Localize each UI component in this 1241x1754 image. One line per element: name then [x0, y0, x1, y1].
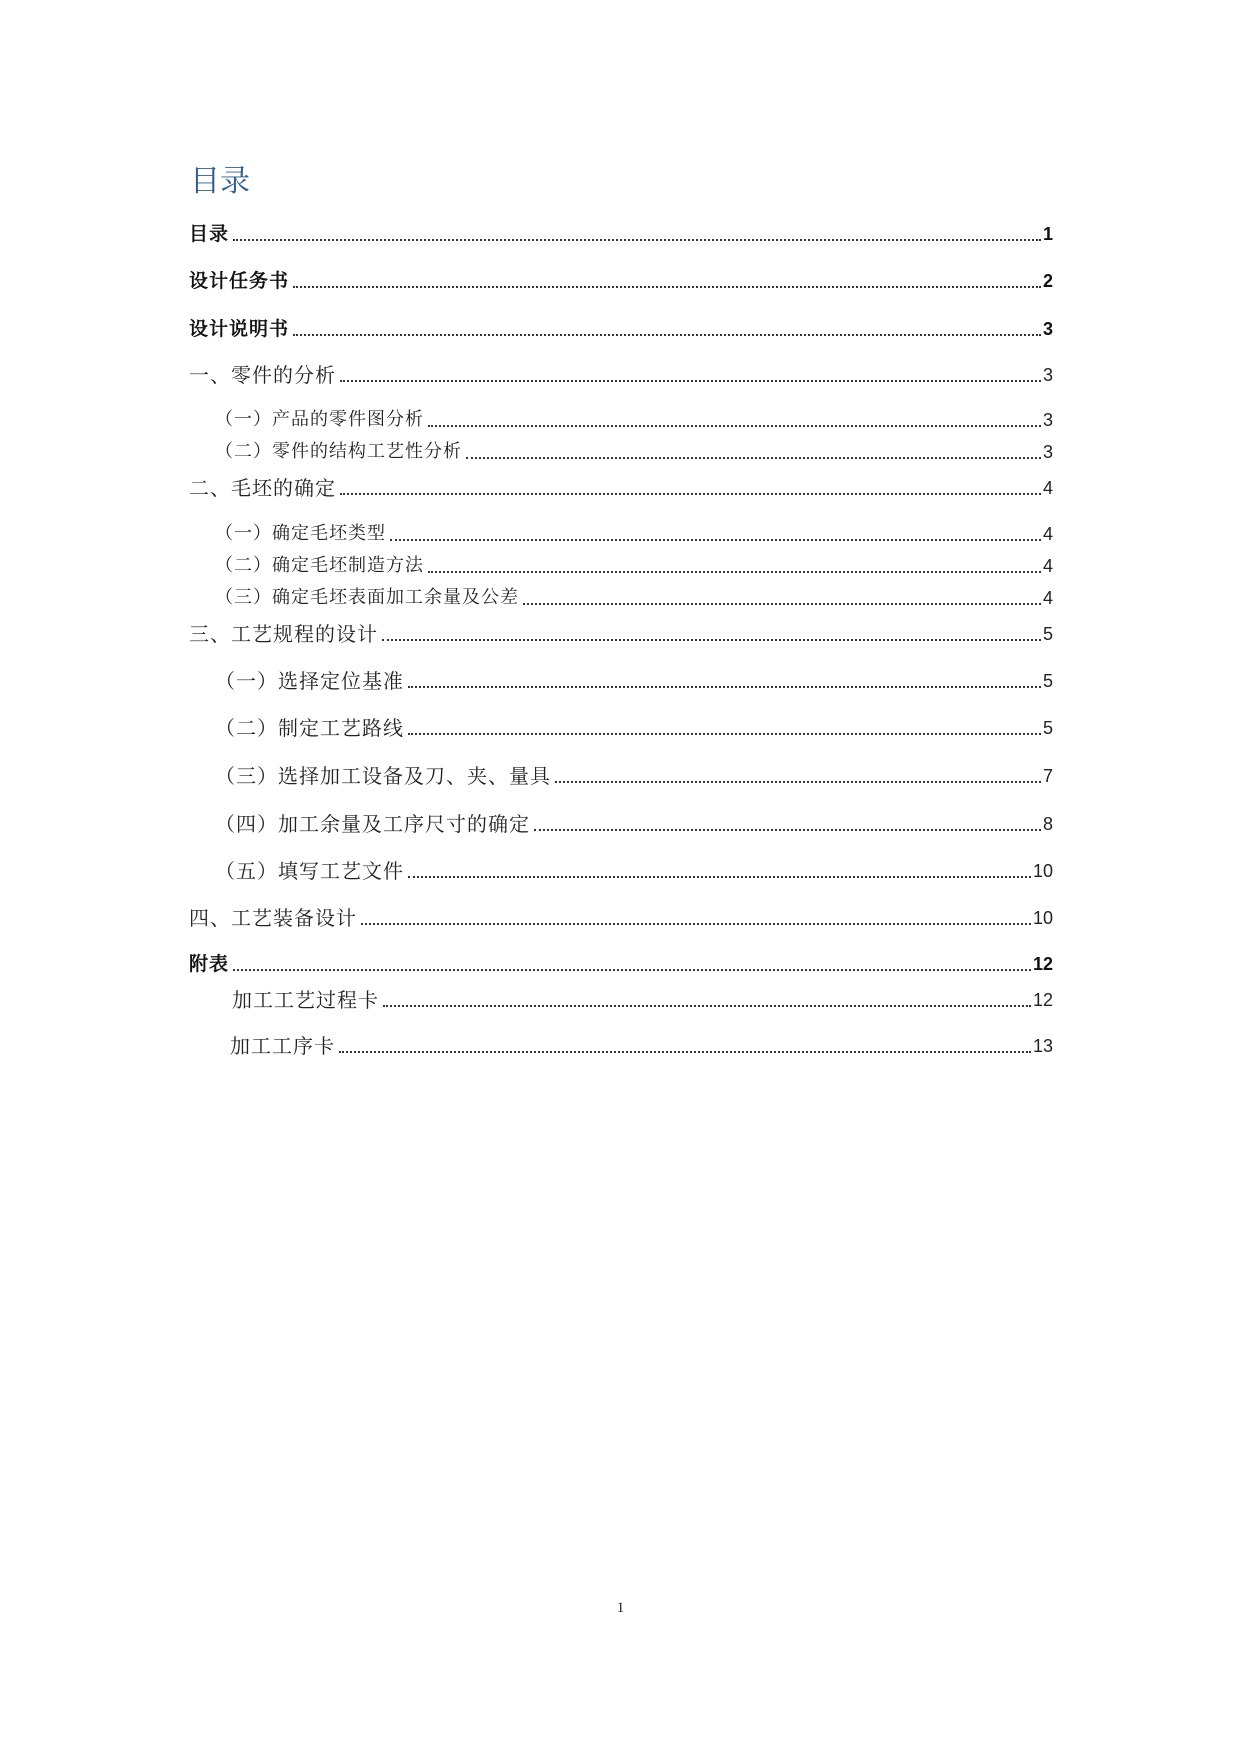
- toc-entry-blank-method[interactable]: [215, 553, 1053, 579]
- toc-entry-page: 3: [1042, 442, 1053, 462]
- toc-entry-label: 二、毛坯的确定: [189, 476, 336, 500]
- toc-entry-datum-selection[interactable]: [215, 668, 1053, 694]
- toc-dot-leader: [340, 380, 1041, 382]
- toc-dot-leader: [233, 239, 1041, 241]
- toc-entry-page: 4: [1042, 524, 1053, 544]
- toc-entry-label: （二）确定毛坯制造方法: [215, 555, 424, 576]
- toc-entry-page: 3: [1042, 410, 1053, 430]
- toc-dot-leader: [361, 923, 1031, 925]
- toc-entry-label: 三、工艺规程的设计: [189, 622, 378, 646]
- toc-entry-page: 8: [1042, 814, 1053, 834]
- toc-entry-process-card[interactable]: [232, 987, 1053, 1013]
- toc-entry-process-design[interactable]: [189, 621, 1053, 647]
- toc-entry-label: 设计任务书: [189, 270, 290, 292]
- toc-entry-page: 7: [1042, 766, 1053, 786]
- toc-entry-blank-type[interactable]: [215, 521, 1053, 547]
- toc-dot-leader: [382, 639, 1041, 641]
- toc-entry-part-analysis[interactable]: [189, 362, 1053, 388]
- toc-dot-leader: [534, 829, 1041, 831]
- toc-entry-label: （二）制定工艺路线: [215, 716, 404, 740]
- toc-dot-leader: [233, 969, 1031, 971]
- toc-entry-page: 4: [1042, 478, 1053, 498]
- toc-entry-page: 12: [1032, 990, 1053, 1010]
- toc-entry-label: （一）选择定位基准: [215, 669, 404, 693]
- toc-entry-process-documents[interactable]: [215, 858, 1053, 884]
- toc-entry-page: 2: [1042, 271, 1053, 291]
- toc-entry-design-task[interactable]: [189, 268, 1053, 294]
- toc-entry-page: 1: [1042, 224, 1053, 244]
- toc-entry-structure-analysis[interactable]: [215, 439, 1053, 465]
- toc-entry-label: （五）填写工艺文件: [215, 859, 404, 883]
- toc-entry-contents[interactable]: [189, 221, 1053, 247]
- toc-entry-page: 5: [1042, 624, 1053, 644]
- toc-entry-blank-determination[interactable]: [189, 475, 1053, 501]
- toc-dot-leader: [428, 425, 1041, 427]
- toc-entry-design-manual[interactable]: [189, 316, 1053, 342]
- page-title: 目录: [190, 164, 250, 199]
- toc-entry-label: 加工工艺过程卡: [232, 988, 379, 1012]
- toc-entry-blank-allowance[interactable]: [215, 585, 1053, 611]
- toc-dot-leader: [390, 539, 1041, 541]
- toc-entry-page: 3: [1042, 319, 1053, 339]
- toc-entry-page: 5: [1042, 671, 1053, 691]
- toc-dot-leader: [428, 571, 1041, 573]
- toc-entry-page: 4: [1042, 588, 1053, 608]
- toc-dot-leader: [408, 686, 1041, 688]
- toc-entry-appendix[interactable]: [189, 951, 1053, 977]
- toc-entry-allowance-dimensions[interactable]: [215, 811, 1053, 837]
- toc-entry-label: 附表: [189, 953, 230, 975]
- toc-dot-leader: [466, 457, 1041, 459]
- toc-entry-label: 一、零件的分析: [189, 363, 336, 387]
- toc-entry-page: 10: [1032, 908, 1053, 928]
- toc-entry-label: （三）选择加工设备及刀、夹、量具: [215, 764, 551, 788]
- page-number: 1: [616, 1600, 625, 1616]
- toc-dot-leader: [383, 1005, 1031, 1007]
- toc-dot-leader: [523, 603, 1041, 605]
- toc-entry-page: 12: [1032, 954, 1053, 974]
- toc-entry-label: 目录: [189, 223, 230, 245]
- toc-entry-page: 3: [1042, 365, 1053, 385]
- toc-entry-tooling-design[interactable]: [189, 905, 1053, 931]
- toc-entry-label: 加工工序卡: [230, 1034, 335, 1058]
- toc-dot-leader: [293, 286, 1041, 288]
- toc-entry-process-route[interactable]: [215, 715, 1053, 741]
- toc-entry-label: 设计说明书: [189, 318, 290, 340]
- toc-entry-page: 13: [1032, 1036, 1053, 1056]
- toc-entry-label: （二）零件的结构工艺性分析: [215, 441, 462, 462]
- toc-dot-leader: [293, 334, 1041, 336]
- toc-entry-operation-card[interactable]: [230, 1033, 1053, 1059]
- toc-entry-page: 4: [1042, 556, 1053, 576]
- toc-entry-label: （四）加工余量及工序尺寸的确定: [215, 812, 530, 836]
- toc-entry-label: 四、工艺装备设计: [189, 906, 357, 930]
- toc-entry-label: （三）确定毛坯表面加工余量及公差: [215, 587, 519, 608]
- toc-entry-equipment-selection[interactable]: [215, 763, 1053, 789]
- toc-entry-page: 5: [1042, 718, 1053, 738]
- toc-entry-drawing-analysis[interactable]: [215, 407, 1053, 433]
- toc-dot-leader: [340, 493, 1041, 495]
- toc-entry-label: （一）产品的零件图分析: [215, 409, 424, 430]
- toc-entry-label: （一）确定毛坯类型: [215, 523, 386, 544]
- toc-dot-leader: [555, 781, 1041, 783]
- toc-dot-leader: [408, 876, 1031, 878]
- toc-entry-page: 10: [1032, 861, 1053, 881]
- toc-dot-leader: [339, 1051, 1031, 1053]
- toc-dot-leader: [408, 733, 1041, 735]
